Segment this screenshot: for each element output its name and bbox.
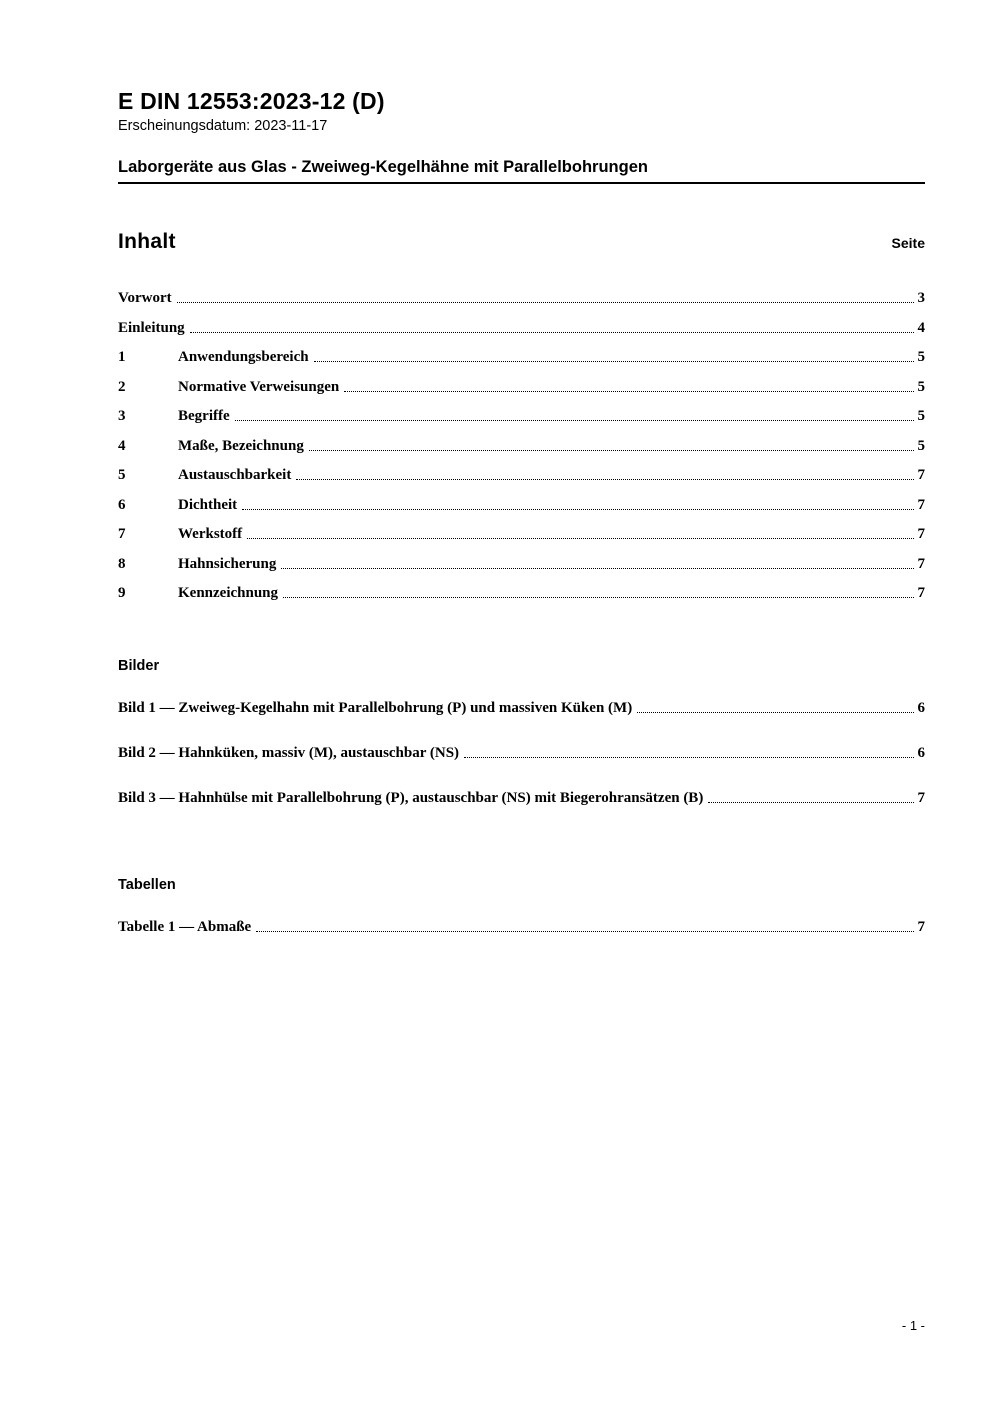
- toc-entry-title: Normative Verweisungen: [178, 378, 340, 395]
- toc-leader-dots: [283, 585, 913, 598]
- toc-entry-title: Maße, Bezeichnung: [178, 437, 304, 454]
- toc-entry-title: Begriffe: [178, 408, 230, 424]
- toc-leader-dots: [256, 919, 913, 932]
- toc-entry-page: 5: [917, 349, 925, 365]
- toc-entry: [118, 585, 925, 602]
- toc-header-row: [118, 230, 925, 254]
- toc-entry: [118, 526, 925, 543]
- toc-entry-page: 7: [917, 467, 925, 483]
- toc-entry: [118, 379, 925, 396]
- toc-leader-dots: [296, 467, 913, 480]
- toc-entry-number: 6: [118, 496, 126, 513]
- toc-entry-title: Bild 1 — Zweiweg-Kegelhahn mit Parallelbohrung (P) und massiven Küken (M): [118, 700, 633, 716]
- toc-entry-page: 7: [917, 555, 925, 572]
- toc-entry: [118, 438, 925, 455]
- toc-figure-entry: [118, 700, 925, 717]
- toc-entry-page: 7: [917, 585, 925, 601]
- toc-figure-entry: [118, 790, 925, 807]
- toc-entry-title: Kennzeichnung: [178, 585, 279, 601]
- toc-leader-dots: [235, 408, 914, 421]
- toc-leader-dots: [464, 745, 913, 758]
- toc-leader-dots: [637, 700, 913, 713]
- toc-entry-number: 8: [118, 555, 126, 572]
- toc-entry-title: Werkstoff: [178, 526, 243, 542]
- toc-entry-page: 7: [917, 526, 925, 542]
- toc-leader-dots: [190, 320, 914, 333]
- toc-entry-page: 7: [917, 496, 925, 513]
- toc-entry-title: Bild 3 — Hahnhülse mit Parallelbohrung (P), austauschbar (NS) mit Biegerohransätzen (B): [118, 790, 704, 806]
- toc-entry-number: 5: [118, 467, 126, 483]
- publication-date: Erscheinungsdatum: 2023-11-17: [118, 118, 328, 134]
- toc-entry-number: 1: [118, 349, 126, 365]
- toc-tables-list: [118, 919, 925, 936]
- toc-entry: [118, 320, 925, 337]
- toc-entry-title: Einleitung: [118, 319, 185, 336]
- toc-entry-page: 5: [917, 437, 925, 454]
- figures-heading: Bilder: [118, 658, 160, 674]
- toc-figures-list: [118, 700, 925, 807]
- toc-entry-number: 4: [118, 437, 126, 454]
- toc-leader-dots: [281, 556, 913, 569]
- toc-entry: [118, 408, 925, 425]
- document-content: [118, 88, 925, 936]
- toc-entry-page: 3: [917, 290, 925, 306]
- toc-figure-entry: [118, 745, 925, 762]
- toc-entry-page: 5: [917, 378, 925, 395]
- toc-entry-title: Austauschbarkeit: [178, 467, 292, 483]
- toc-entry-number: 3: [118, 408, 126, 424]
- page-number: - 1 -: [901, 1318, 925, 1333]
- toc-leader-dots: [344, 379, 913, 392]
- toc-leader-dots: [242, 497, 913, 510]
- toc-entry-page: 6: [917, 745, 925, 761]
- toc-entry-title: Bild 2 — Hahnküken, massiv (M), austauschbar (NS): [118, 745, 460, 761]
- toc-entry-page: 4: [917, 319, 925, 336]
- toc-leader-dots: [247, 526, 913, 539]
- toc-entry-title: Hahnsicherung: [178, 555, 277, 572]
- toc-entry-number: 9: [118, 585, 126, 601]
- toc-leader-dots: [314, 349, 914, 362]
- toc-entry-page: 7: [917, 790, 925, 806]
- toc-main-list: [118, 290, 925, 602]
- toc-leader-dots: [309, 438, 914, 451]
- toc-leader-dots: [708, 790, 913, 803]
- toc-entry-number: 2: [118, 378, 126, 395]
- toc-table-entry: [118, 919, 925, 936]
- toc-page-column-label: Seite: [891, 235, 925, 251]
- toc-leader-dots: [177, 290, 914, 303]
- toc-entry: [118, 290, 925, 307]
- document-subtitle: Laborgeräte aus Glas - Zweiweg-Kegelhähne mit Parallelbohrungen: [118, 158, 648, 176]
- toc-entry-page: 7: [917, 919, 925, 935]
- toc-entry-number: 7: [118, 526, 126, 542]
- toc-entry-title: Anwendungsbereich: [178, 349, 309, 365]
- toc-entry: [118, 467, 925, 484]
- tables-heading: Tabellen: [118, 877, 176, 893]
- toc-entry-title: Tabelle 1 — Abmaße: [118, 919, 252, 935]
- toc-entry: [118, 497, 925, 514]
- toc-entry-title: Dichtheit: [178, 496, 238, 513]
- toc-entry: [118, 556, 925, 573]
- toc-heading: Inhalt: [118, 230, 176, 253]
- toc-entry-page: 6: [917, 700, 925, 716]
- toc-entry-title: Vorwort: [118, 290, 172, 306]
- document-title: E DIN 12553:2023-12 (D): [118, 88, 385, 114]
- subtitle-rule: [118, 158, 925, 184]
- toc-entry: [118, 349, 925, 366]
- toc-entry-page: 5: [917, 408, 925, 424]
